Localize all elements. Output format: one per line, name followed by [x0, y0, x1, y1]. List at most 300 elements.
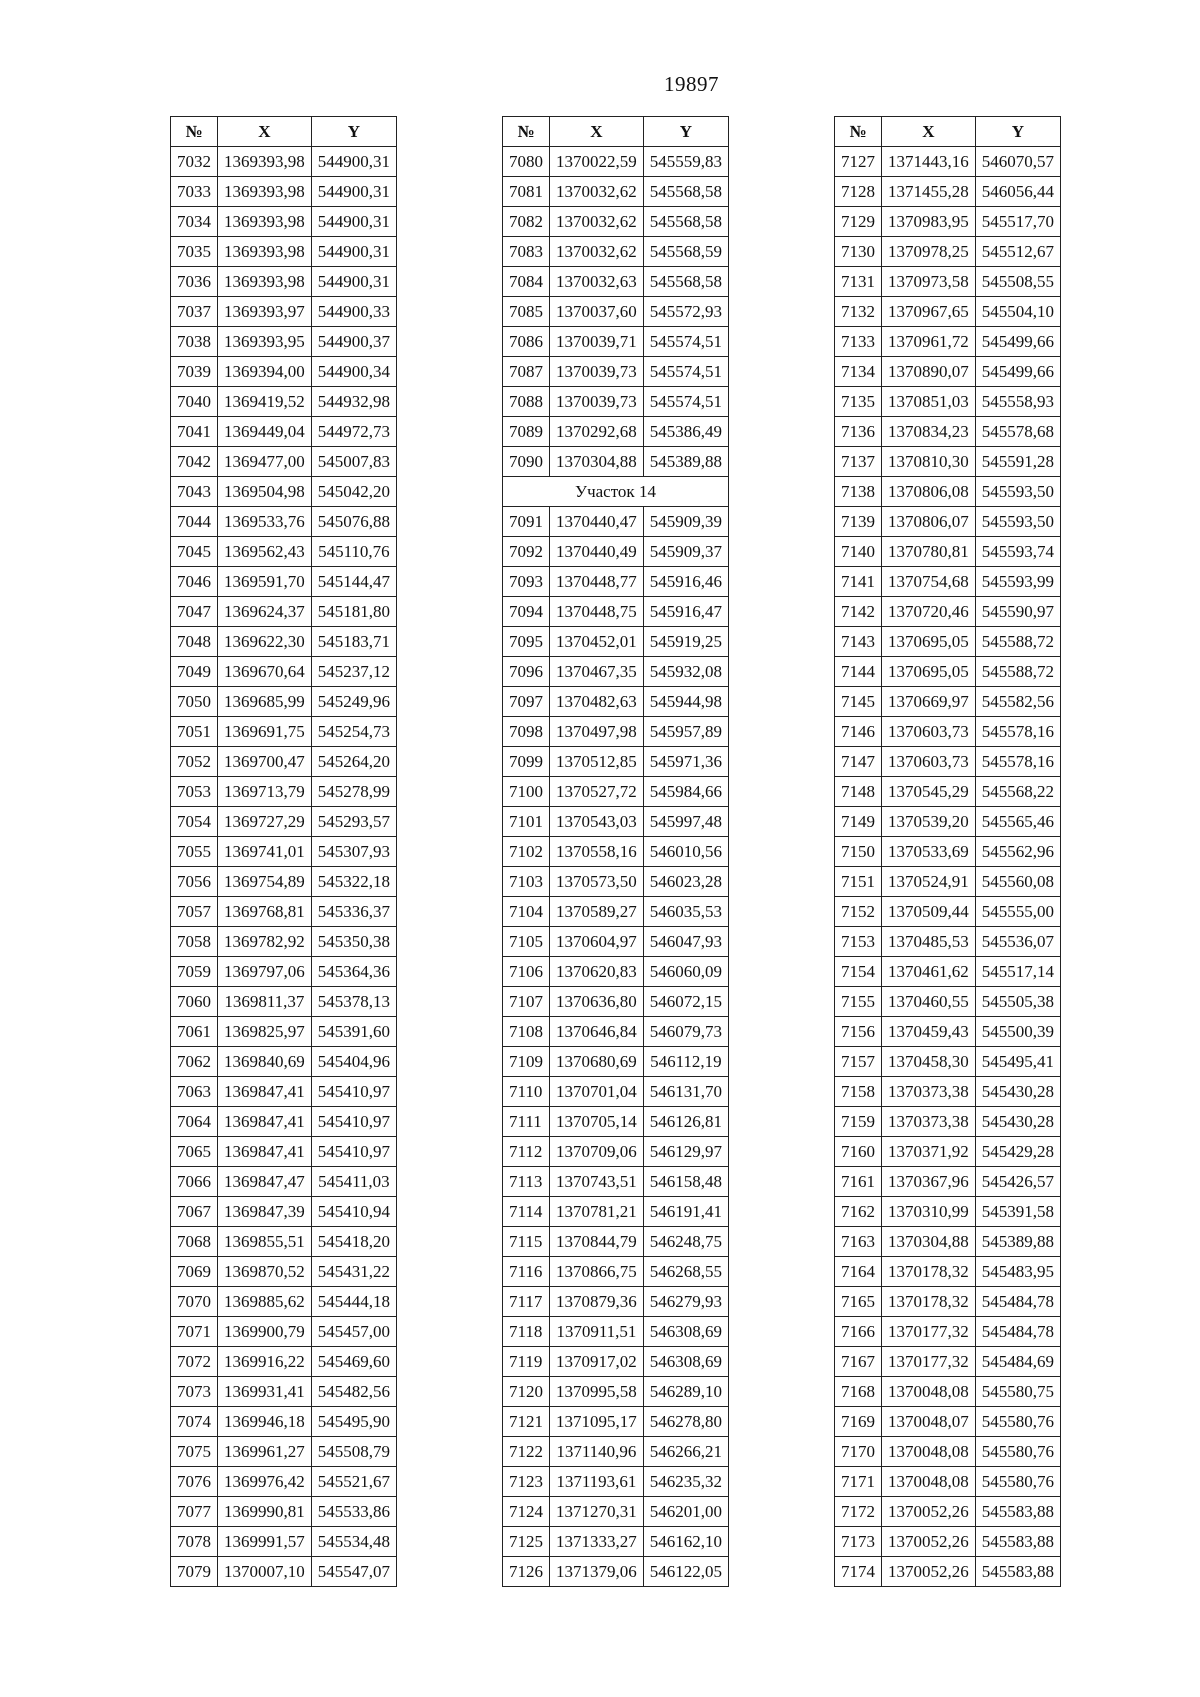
point-number-cell: 7069 — [171, 1257, 218, 1287]
x-coordinate-cell: 1369393,98 — [218, 177, 312, 207]
x-coordinate-cell: 1370373,38 — [882, 1077, 976, 1107]
x-coordinate-cell: 1369393,98 — [218, 237, 312, 267]
y-coordinate-cell: 546279,93 — [643, 1287, 728, 1317]
point-number-cell: 7163 — [835, 1227, 882, 1257]
point-number-cell: 7078 — [171, 1527, 218, 1557]
y-coordinate-cell: 545391,58 — [975, 1197, 1060, 1227]
y-coordinate-cell: 545469,60 — [311, 1347, 396, 1377]
point-number-cell: 7110 — [503, 1077, 550, 1107]
table-row — [503, 897, 729, 927]
y-coordinate-cell: 545183,71 — [311, 627, 396, 657]
y-coordinate-cell: 545508,55 — [975, 267, 1060, 297]
point-number-cell: 7131 — [835, 267, 882, 297]
x-coordinate-cell: 1369727,29 — [218, 807, 312, 837]
y-coordinate-cell: 544900,33 — [311, 297, 396, 327]
point-number-cell: 7038 — [171, 327, 218, 357]
x-coordinate-cell: 1370810,30 — [882, 447, 976, 477]
header-number: № — [835, 117, 882, 147]
table-row — [171, 507, 397, 537]
x-coordinate-cell: 1370460,55 — [882, 987, 976, 1017]
y-coordinate-cell: 545590,97 — [975, 597, 1060, 627]
y-coordinate-cell: 545580,75 — [975, 1377, 1060, 1407]
table-row — [171, 567, 397, 597]
point-number-cell: 7088 — [503, 387, 550, 417]
point-number-cell: 7050 — [171, 687, 218, 717]
x-coordinate-cell: 1371455,28 — [882, 177, 976, 207]
table-row — [503, 957, 729, 987]
y-coordinate-cell: 545536,07 — [975, 927, 1060, 957]
y-coordinate-cell: 545391,60 — [311, 1017, 396, 1047]
x-coordinate-cell: 1371095,17 — [550, 1407, 644, 1437]
x-coordinate-cell: 1370485,53 — [882, 927, 976, 957]
x-coordinate-cell: 1370646,84 — [550, 1017, 644, 1047]
y-coordinate-cell: 545909,37 — [643, 537, 728, 567]
point-number-cell: 7115 — [503, 1227, 550, 1257]
x-coordinate-cell: 1369754,89 — [218, 867, 312, 897]
x-coordinate-cell: 1370461,62 — [882, 957, 976, 987]
point-number-cell: 7077 — [171, 1497, 218, 1527]
y-coordinate-cell: 545583,88 — [975, 1557, 1060, 1587]
y-coordinate-cell: 545508,79 — [311, 1437, 396, 1467]
point-number-cell: 7049 — [171, 657, 218, 687]
y-coordinate-cell: 545957,89 — [643, 717, 728, 747]
y-coordinate-cell: 545418,20 — [311, 1227, 396, 1257]
table-row — [503, 1227, 729, 1257]
point-number-cell: 7035 — [171, 237, 218, 267]
y-coordinate-cell: 545591,28 — [975, 447, 1060, 477]
table-row — [171, 1167, 397, 1197]
coordinates-table-1 — [170, 116, 397, 1587]
table-row — [503, 447, 729, 477]
point-number-cell: 7151 — [835, 867, 882, 897]
table-row — [503, 1047, 729, 1077]
y-coordinate-cell: 545430,28 — [975, 1077, 1060, 1107]
x-coordinate-cell: 1371270,31 — [550, 1497, 644, 1527]
point-number-cell: 7159 — [835, 1107, 882, 1137]
x-coordinate-cell: 1370039,73 — [550, 387, 644, 417]
x-coordinate-cell: 1369991,57 — [218, 1527, 312, 1557]
table-row — [835, 147, 1061, 177]
x-coordinate-cell: 1370039,71 — [550, 327, 644, 357]
y-coordinate-cell: 545482,56 — [311, 1377, 396, 1407]
point-number-cell: 7112 — [503, 1137, 550, 1167]
point-number-cell: 7119 — [503, 1347, 550, 1377]
x-coordinate-cell: 1370695,05 — [882, 627, 976, 657]
table-row — [835, 177, 1061, 207]
y-coordinate-cell: 546072,15 — [643, 987, 728, 1017]
y-coordinate-cell: 546129,97 — [643, 1137, 728, 1167]
y-coordinate-cell: 544972,73 — [311, 417, 396, 447]
table-row — [835, 417, 1061, 447]
table-row — [503, 1167, 729, 1197]
x-coordinate-cell: 1370978,25 — [882, 237, 976, 267]
point-number-cell: 7149 — [835, 807, 882, 837]
x-coordinate-cell: 1369847,41 — [218, 1137, 312, 1167]
point-number-cell: 7109 — [503, 1047, 550, 1077]
point-number-cell: 7146 — [835, 717, 882, 747]
x-coordinate-cell: 1369931,41 — [218, 1377, 312, 1407]
x-coordinate-cell: 1370509,44 — [882, 897, 976, 927]
y-coordinate-cell: 545410,97 — [311, 1077, 396, 1107]
table-row — [503, 867, 729, 897]
point-number-cell: 7160 — [835, 1137, 882, 1167]
point-number-cell: 7036 — [171, 267, 218, 297]
table-row — [503, 507, 729, 537]
table-row — [171, 1257, 397, 1287]
y-coordinate-cell: 544900,31 — [311, 237, 396, 267]
x-coordinate-cell: 1369840,69 — [218, 1047, 312, 1077]
y-coordinate-cell: 545574,51 — [643, 357, 728, 387]
x-coordinate-cell: 1370039,73 — [550, 357, 644, 387]
point-number-cell: 7062 — [171, 1047, 218, 1077]
y-coordinate-cell: 545583,88 — [975, 1497, 1060, 1527]
y-coordinate-cell: 545583,88 — [975, 1527, 1060, 1557]
x-coordinate-cell: 1370995,58 — [550, 1377, 644, 1407]
point-number-cell: 7040 — [171, 387, 218, 417]
y-coordinate-cell: 545558,93 — [975, 387, 1060, 417]
x-coordinate-cell: 1369449,04 — [218, 417, 312, 447]
y-coordinate-cell: 545429,28 — [975, 1137, 1060, 1167]
point-number-cell: 7039 — [171, 357, 218, 387]
table-row — [835, 357, 1061, 387]
table-row — [503, 657, 729, 687]
point-number-cell: 7094 — [503, 597, 550, 627]
y-coordinate-cell: 545588,72 — [975, 627, 1060, 657]
point-number-cell: 7056 — [171, 867, 218, 897]
point-number-cell: 7060 — [171, 987, 218, 1017]
x-coordinate-cell: 1371333,27 — [550, 1527, 644, 1557]
x-coordinate-cell: 1370806,07 — [882, 507, 976, 537]
y-coordinate-cell: 545307,93 — [311, 837, 396, 867]
point-number-cell: 7058 — [171, 927, 218, 957]
point-number-cell: 7162 — [835, 1197, 882, 1227]
point-number-cell: 7141 — [835, 567, 882, 597]
point-number-cell: 7068 — [171, 1227, 218, 1257]
x-coordinate-cell: 1370973,58 — [882, 267, 976, 297]
x-coordinate-cell: 1369946,18 — [218, 1407, 312, 1437]
y-coordinate-cell: 545593,99 — [975, 567, 1060, 597]
x-coordinate-cell: 1370705,14 — [550, 1107, 644, 1137]
y-coordinate-cell: 545042,20 — [311, 477, 396, 507]
table-row — [835, 987, 1061, 1017]
table-row — [171, 477, 397, 507]
table-row — [835, 267, 1061, 297]
y-coordinate-cell: 545410,97 — [311, 1107, 396, 1137]
y-coordinate-cell: 545144,47 — [311, 567, 396, 597]
table-header-row — [835, 117, 1061, 147]
x-coordinate-cell: 1369700,47 — [218, 747, 312, 777]
table-row — [835, 1107, 1061, 1137]
table-row — [503, 1137, 729, 1167]
x-coordinate-cell: 1370048,08 — [882, 1437, 976, 1467]
y-coordinate-cell: 545521,67 — [311, 1467, 396, 1497]
page-number: 19897 — [664, 72, 719, 96]
y-coordinate-cell: 545430,28 — [975, 1107, 1060, 1137]
y-coordinate-cell: 545944,98 — [643, 687, 728, 717]
table-header-row — [171, 117, 397, 147]
x-coordinate-cell: 1370052,26 — [882, 1527, 976, 1557]
y-coordinate-cell: 545517,70 — [975, 207, 1060, 237]
y-coordinate-cell: 545562,96 — [975, 837, 1060, 867]
table-row — [835, 1557, 1061, 1587]
x-coordinate-cell: 1370440,47 — [550, 507, 644, 537]
y-coordinate-cell: 545517,14 — [975, 957, 1060, 987]
x-coordinate-cell: 1369622,30 — [218, 627, 312, 657]
y-coordinate-cell: 545568,58 — [643, 267, 728, 297]
y-coordinate-cell: 545249,96 — [311, 687, 396, 717]
table-row — [171, 147, 397, 177]
point-number-cell: 7055 — [171, 837, 218, 867]
table-row — [171, 1377, 397, 1407]
x-coordinate-cell: 1370371,92 — [882, 1137, 976, 1167]
x-coordinate-cell: 1370512,85 — [550, 747, 644, 777]
table-row — [503, 327, 729, 357]
table-row — [503, 687, 729, 717]
table-row — [835, 1047, 1061, 1077]
point-number-cell: 7104 — [503, 897, 550, 927]
y-coordinate-cell: 546112,19 — [643, 1047, 728, 1077]
point-number-cell: 7032 — [171, 147, 218, 177]
point-number-cell: 7137 — [835, 447, 882, 477]
header-x: X — [218, 117, 312, 147]
table-row — [835, 1347, 1061, 1377]
x-coordinate-cell: 1370458,30 — [882, 1047, 976, 1077]
y-coordinate-cell: 545254,73 — [311, 717, 396, 747]
x-coordinate-cell: 1370701,04 — [550, 1077, 644, 1107]
x-coordinate-cell: 1370558,16 — [550, 837, 644, 867]
y-coordinate-cell: 545578,16 — [975, 747, 1060, 777]
x-coordinate-cell: 1369870,52 — [218, 1257, 312, 1287]
table-row — [171, 177, 397, 207]
table-row — [171, 447, 397, 477]
y-coordinate-cell: 545568,58 — [643, 177, 728, 207]
table-row — [503, 1107, 729, 1137]
table-row — [171, 957, 397, 987]
y-coordinate-cell: 545484,69 — [975, 1347, 1060, 1377]
point-number-cell: 7164 — [835, 1257, 882, 1287]
y-coordinate-cell: 546070,57 — [975, 147, 1060, 177]
y-coordinate-cell: 545588,72 — [975, 657, 1060, 687]
point-number-cell: 7108 — [503, 1017, 550, 1047]
point-number-cell: 7138 — [835, 477, 882, 507]
table-row — [503, 1437, 729, 1467]
y-coordinate-cell: 545580,76 — [975, 1467, 1060, 1497]
y-coordinate-cell: 545484,78 — [975, 1287, 1060, 1317]
y-coordinate-cell: 545555,00 — [975, 897, 1060, 927]
table-row — [503, 1257, 729, 1287]
x-coordinate-cell: 1369591,70 — [218, 567, 312, 597]
table-row — [835, 1257, 1061, 1287]
x-coordinate-cell: 1370543,03 — [550, 807, 644, 837]
point-number-cell: 7142 — [835, 597, 882, 627]
table-row — [835, 387, 1061, 417]
table-row — [171, 1197, 397, 1227]
point-number-cell: 7130 — [835, 237, 882, 267]
point-number-cell: 7107 — [503, 987, 550, 1017]
point-number-cell: 7073 — [171, 1377, 218, 1407]
table-row — [171, 327, 397, 357]
y-coordinate-cell: 545278,99 — [311, 777, 396, 807]
point-number-cell: 7051 — [171, 717, 218, 747]
x-coordinate-cell: 1369562,43 — [218, 537, 312, 567]
x-coordinate-cell: 1369624,37 — [218, 597, 312, 627]
x-coordinate-cell: 1369900,79 — [218, 1317, 312, 1347]
table-row — [171, 597, 397, 627]
y-coordinate-cell: 544900,31 — [311, 267, 396, 297]
x-coordinate-cell: 1370448,77 — [550, 567, 644, 597]
table-row — [835, 897, 1061, 927]
y-coordinate-cell: 546201,00 — [643, 1497, 728, 1527]
point-number-cell: 7070 — [171, 1287, 218, 1317]
point-number-cell: 7153 — [835, 927, 882, 957]
header-x: X — [550, 117, 644, 147]
y-coordinate-cell: 546047,93 — [643, 927, 728, 957]
point-number-cell: 7096 — [503, 657, 550, 687]
x-coordinate-cell: 1369825,97 — [218, 1017, 312, 1047]
x-coordinate-cell: 1369419,52 — [218, 387, 312, 417]
section-row — [503, 477, 729, 507]
x-coordinate-cell: 1370604,97 — [550, 927, 644, 957]
point-number-cell: 7123 — [503, 1467, 550, 1497]
table-row — [835, 747, 1061, 777]
x-coordinate-cell: 1370527,72 — [550, 777, 644, 807]
point-number-cell: 7084 — [503, 267, 550, 297]
point-number-cell: 7105 — [503, 927, 550, 957]
table-row — [835, 447, 1061, 477]
point-number-cell: 7043 — [171, 477, 218, 507]
table-row — [503, 297, 729, 327]
table-row — [503, 237, 729, 267]
y-coordinate-cell: 546056,44 — [975, 177, 1060, 207]
point-number-cell: 7033 — [171, 177, 218, 207]
x-coordinate-cell: 1370780,81 — [882, 537, 976, 567]
point-number-cell: 7046 — [171, 567, 218, 597]
y-coordinate-cell: 546289,10 — [643, 1377, 728, 1407]
table-row — [835, 1317, 1061, 1347]
x-coordinate-cell: 1370292,68 — [550, 417, 644, 447]
y-coordinate-cell: 546268,55 — [643, 1257, 728, 1287]
point-number-cell: 7148 — [835, 777, 882, 807]
x-coordinate-cell: 1369393,95 — [218, 327, 312, 357]
x-coordinate-cell: 1369916,22 — [218, 1347, 312, 1377]
table-row — [503, 747, 729, 777]
table-row — [171, 1287, 397, 1317]
y-coordinate-cell: 544900,34 — [311, 357, 396, 387]
table-header-row — [503, 117, 729, 147]
table-row — [503, 567, 729, 597]
table-row — [503, 927, 729, 957]
table-row — [835, 1227, 1061, 1257]
x-coordinate-cell: 1370636,80 — [550, 987, 644, 1017]
table-row — [171, 1047, 397, 1077]
x-coordinate-cell: 1369393,98 — [218, 207, 312, 237]
x-coordinate-cell: 1370459,43 — [882, 1017, 976, 1047]
x-coordinate-cell: 1370178,32 — [882, 1257, 976, 1287]
x-coordinate-cell: 1370310,99 — [882, 1197, 976, 1227]
point-number-cell: 7061 — [171, 1017, 218, 1047]
point-number-cell: 7132 — [835, 297, 882, 327]
table-row — [835, 237, 1061, 267]
table-row — [503, 987, 729, 1017]
x-coordinate-cell: 1369847,47 — [218, 1167, 312, 1197]
table-row — [503, 717, 729, 747]
y-coordinate-cell: 545110,76 — [311, 537, 396, 567]
x-coordinate-cell: 1370866,75 — [550, 1257, 644, 1287]
x-coordinate-cell: 1370603,73 — [882, 747, 976, 777]
table-row — [171, 927, 397, 957]
table-row — [171, 837, 397, 867]
x-coordinate-cell: 1370177,32 — [882, 1317, 976, 1347]
y-coordinate-cell: 546035,53 — [643, 897, 728, 927]
x-coordinate-cell: 1369685,99 — [218, 687, 312, 717]
x-coordinate-cell: 1370048,08 — [882, 1467, 976, 1497]
table-row — [835, 927, 1061, 957]
x-coordinate-cell: 1370545,29 — [882, 777, 976, 807]
y-coordinate-cell: 544900,31 — [311, 207, 396, 237]
y-coordinate-cell: 545410,94 — [311, 1197, 396, 1227]
point-number-cell: 7117 — [503, 1287, 550, 1317]
point-number-cell: 7145 — [835, 687, 882, 717]
table-row — [503, 147, 729, 177]
table-row — [171, 1107, 397, 1137]
table-row — [503, 807, 729, 837]
x-coordinate-cell: 1369691,75 — [218, 717, 312, 747]
point-number-cell: 7136 — [835, 417, 882, 447]
x-coordinate-cell: 1371443,16 — [882, 147, 976, 177]
table-row — [171, 987, 397, 1017]
x-coordinate-cell: 1370482,63 — [550, 687, 644, 717]
x-coordinate-cell: 1369394,00 — [218, 357, 312, 387]
y-coordinate-cell: 546308,69 — [643, 1347, 728, 1377]
table-row — [171, 297, 397, 327]
table-row — [171, 717, 397, 747]
section-label: Участок 14 — [503, 477, 729, 507]
x-coordinate-cell: 1370890,07 — [882, 357, 976, 387]
point-number-cell: 7066 — [171, 1167, 218, 1197]
table-row — [171, 417, 397, 447]
point-number-cell: 7034 — [171, 207, 218, 237]
y-coordinate-cell: 545533,86 — [311, 1497, 396, 1527]
x-coordinate-cell: 1369782,92 — [218, 927, 312, 957]
y-coordinate-cell: 545568,59 — [643, 237, 728, 267]
point-number-cell: 7118 — [503, 1317, 550, 1347]
y-coordinate-cell: 545909,39 — [643, 507, 728, 537]
point-number-cell: 7125 — [503, 1527, 550, 1557]
table-row — [503, 387, 729, 417]
table-row — [171, 267, 397, 297]
point-number-cell: 7173 — [835, 1527, 882, 1557]
x-coordinate-cell: 1370032,62 — [550, 177, 644, 207]
x-coordinate-cell: 1370983,95 — [882, 207, 976, 237]
point-number-cell: 7037 — [171, 297, 218, 327]
table-row — [835, 1197, 1061, 1227]
point-number-cell: 7057 — [171, 897, 218, 927]
point-number-cell: 7089 — [503, 417, 550, 447]
table-row — [835, 327, 1061, 357]
table-row — [835, 1527, 1061, 1557]
point-number-cell: 7143 — [835, 627, 882, 657]
table-row — [835, 807, 1061, 837]
y-coordinate-cell: 545444,18 — [311, 1287, 396, 1317]
table-row — [171, 207, 397, 237]
y-coordinate-cell: 546158,48 — [643, 1167, 728, 1197]
point-number-cell: 7083 — [503, 237, 550, 267]
x-coordinate-cell: 1370497,98 — [550, 717, 644, 747]
point-number-cell: 7097 — [503, 687, 550, 717]
point-number-cell: 7087 — [503, 357, 550, 387]
table-row — [835, 627, 1061, 657]
point-number-cell: 7124 — [503, 1497, 550, 1527]
